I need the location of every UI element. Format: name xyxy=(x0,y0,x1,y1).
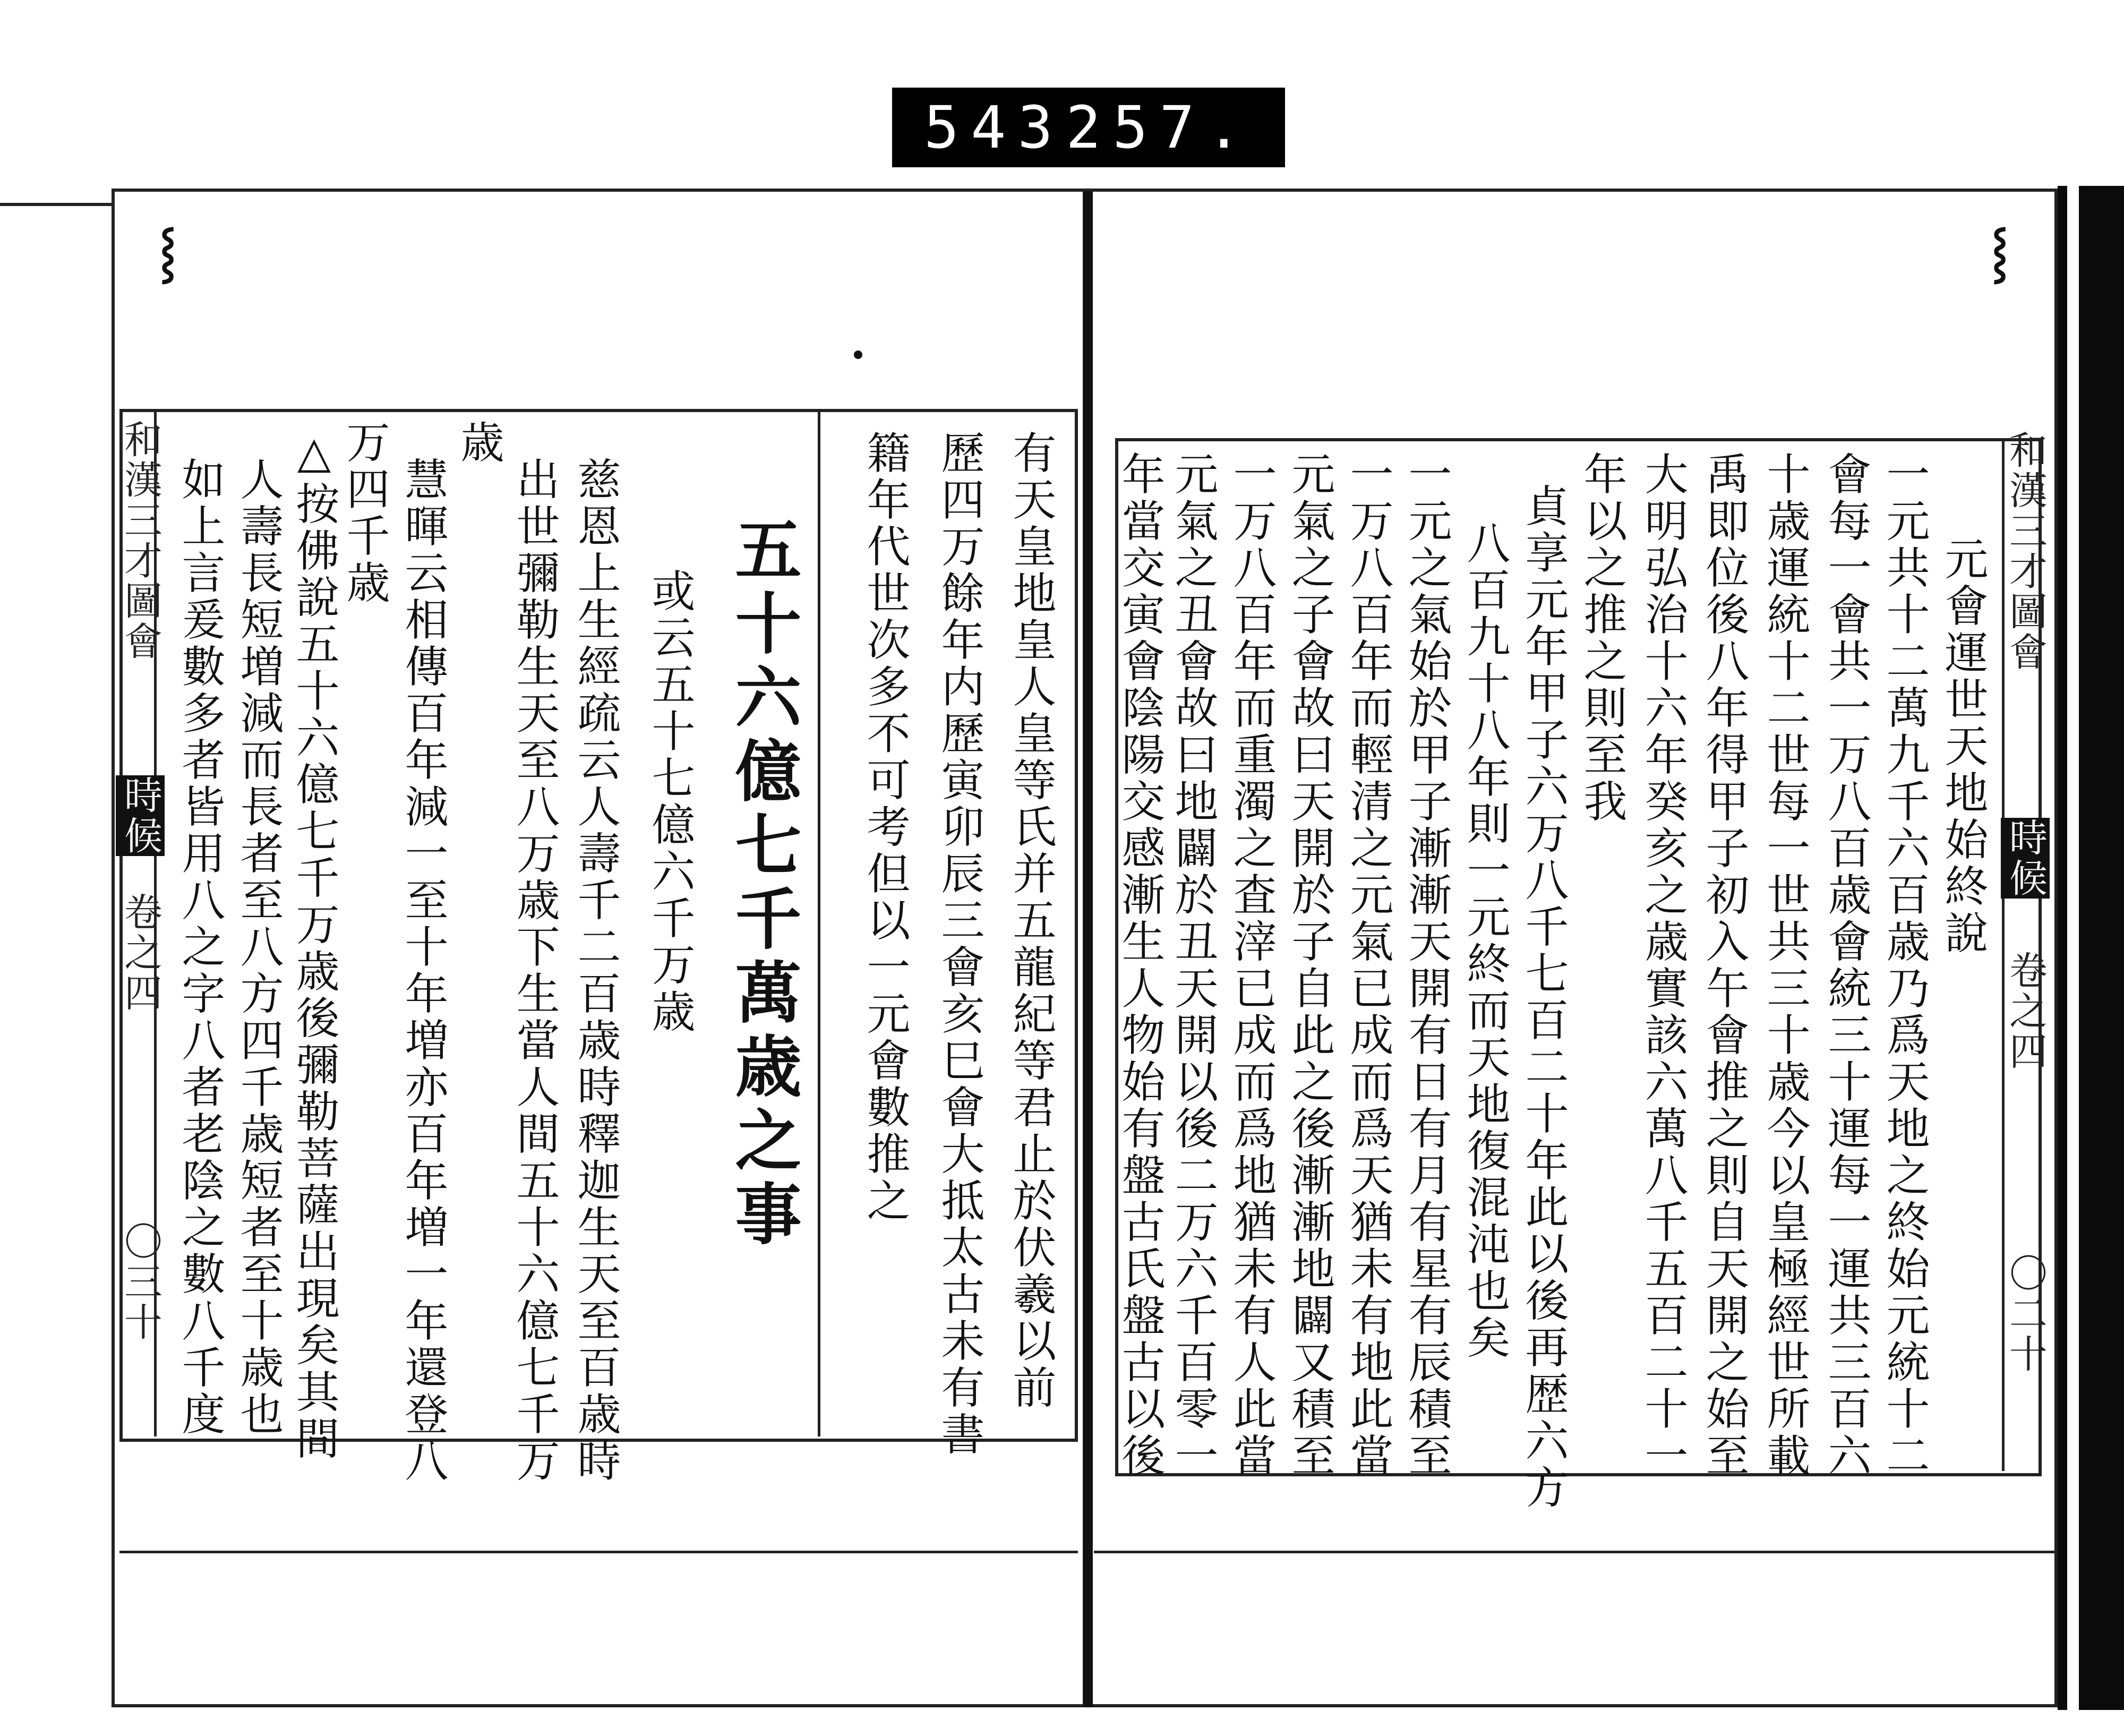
left-section-title: 五十六億七千萬歳之事 xyxy=(724,515,801,1253)
left-margin-title: 和漢三才圖會 xyxy=(118,420,162,662)
left-col-1: 有天皇地皇人皇等氏并五龍紀等君止於伏羲以前 xyxy=(1006,430,1056,1412)
right-col-8: 貞享元年甲子六万八千七百二十年此以後再歴六方 xyxy=(1518,483,1569,1511)
ink-dot xyxy=(854,350,862,359)
right-page-edge xyxy=(2058,186,2124,1710)
left-col-3: 籍年代世次多不可考但以一元會數推之 xyxy=(860,430,910,1225)
right-col-15: 年當交寅會陰陽交感漸生人物始有盤古氏盤古以後 xyxy=(1115,451,1165,1480)
left-margin-section: 時候 xyxy=(116,775,165,856)
right-col-7: 年以之推之則至我 xyxy=(1577,451,1627,825)
right-margin-section: 時候 xyxy=(2001,818,2050,899)
right-col-10: 一元之氣始於甲子漸漸天開有日有月有星有辰積至 xyxy=(1401,451,1452,1480)
right-col-11: 一万八百年而輕清之元氣已成而爲天猶未有地此當 xyxy=(1343,451,1393,1480)
left-col-8: 歳 xyxy=(453,420,504,466)
left-col-subhead: 或云五十七億六千万歳 xyxy=(645,568,695,1036)
right-col-6: 大明弘治十六年癸亥之歳實該六萬八千五百二十一 xyxy=(1638,451,1688,1480)
catalog-label xyxy=(892,88,1285,167)
right-bottom-rule xyxy=(1094,1551,2058,1553)
left-bottom-rule xyxy=(119,1551,1078,1553)
left-col-9: 慧暉云相傳百年減一至十年増亦百年増一年還登八 xyxy=(398,457,448,1485)
left-col-12: 人壽長短増減而長者至八方四千歳短者至十歳也 xyxy=(233,457,284,1438)
right-col-3: 會每一會共一万八百歳會統三十運每一運共三百六 xyxy=(1821,451,1871,1480)
right-col-2: 一元共十二萬九千六百歳乃爲天地之終始元統十二 xyxy=(1879,451,1930,1480)
left-margin-leaf: 〇三十 xyxy=(118,1221,162,1342)
left-margin-volume: 卷之四 xyxy=(118,892,162,1013)
left-col-10: 万四千歳 xyxy=(339,420,390,606)
right-margin-leaf: 〇二十 xyxy=(2003,1253,2048,1374)
right-col-14: 元氣之丑會故曰地闢於丑天開以後二万六千百零一 xyxy=(1168,451,1218,1480)
right-col-13: 一万八百年而重濁之査滓已成而爲地猶未有人此當 xyxy=(1226,451,1277,1480)
right-col-4: 十歳運統十二世每一世共三十歳今以皇極經世所載 xyxy=(1760,451,1810,1480)
right-margin-title: 和漢三才圖會 xyxy=(2003,430,2048,672)
catalog-number-right: 257. xyxy=(1066,93,1253,161)
left-col-7: 出世彌勒生天至八万歳下生當人間五十六億七千万 xyxy=(509,457,560,1485)
left-col-13: 如上言爰數多者皆用八之字八者老陰之數八千度 xyxy=(175,457,225,1438)
left-col-6: 慈恩上生經疏云人壽千二百歳時釋迦生天至百歳時 xyxy=(570,457,621,1485)
right-col-9: 八百九十八年則一元終而天地復混沌也矣 xyxy=(1460,520,1510,1362)
right-section-title: 元會運世天地始終說 xyxy=(1938,536,1988,957)
right-margin-volume: 卷之四 xyxy=(2003,951,2048,1072)
left-col-11: △按佛說五十六億七千万歳後彌勒菩薩出現矣其間 xyxy=(289,427,339,1463)
book-spine xyxy=(1083,191,1093,1707)
corner-mark-right: ⸾ xyxy=(1991,224,2009,280)
right-col-5: 禹即位後八年得甲子初入午會推之則自天開之始至 xyxy=(1699,451,1749,1480)
corner-mark-left: ⸾ xyxy=(159,224,177,280)
left-col-2: 歷四万餘年内歷寅卯辰三會亥巳會大抵太古未有書 xyxy=(934,430,984,1458)
left-frame-divider xyxy=(818,412,820,1436)
right-col-12: 元氣之子會故曰天開於子自此之後漸漸地闢又積至 xyxy=(1284,451,1335,1480)
catalog-number-left: 543 xyxy=(924,93,1065,161)
